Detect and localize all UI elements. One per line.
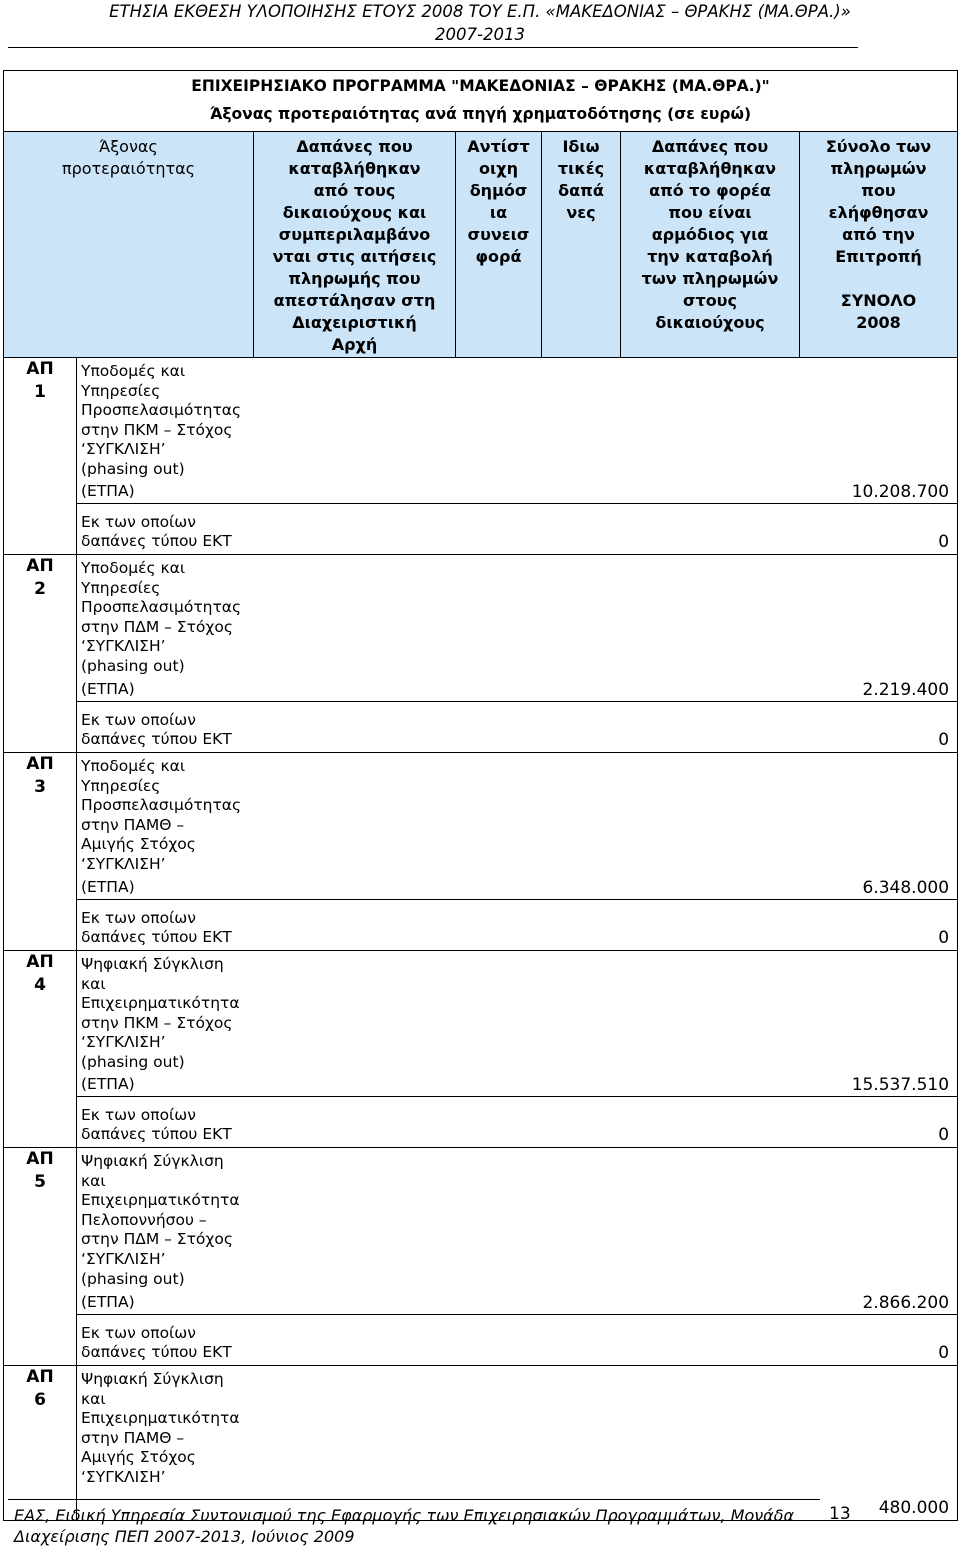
subrow-divider — [76, 1096, 958, 1097]
table-row — [4, 951, 958, 1148]
esf-type-amount: 0 — [938, 730, 950, 750]
subrow-divider — [76, 1314, 958, 1315]
col-header-beneficiary-expenditure: Δαπάνες που καταβλήθηκαν από τους δικαιούχους και συμπεριλαμβάνο νται στις αιτήσεις πληρωμής που απεστάλησαν στη Διαχειριστική Αρχή — [254, 132, 456, 358]
axis-detail-cell — [77, 951, 958, 1148]
axis-code: ΑΠ 6 — [4, 1366, 77, 1521]
total-amount: 480.000 — [878, 1498, 950, 1518]
subrow-divider — [76, 899, 958, 900]
fund-label: (ΕΤΠΑ) — [81, 1293, 135, 1312]
col-header-axis: Άξονας προτεραιότητας — [4, 132, 254, 358]
col-header-paying-body-expenditure: Δαπάνες που καταβλήθηκαν από το φορέα που είναι αρμόδιος για την καταβολή των πληρωμών στους δικαιούχους — [621, 132, 800, 358]
axis-detail-cell — [77, 555, 958, 753]
table-row — [4, 358, 958, 555]
report-header-title: ΕΤΗΣΙΑ ΕΚΘΕΣΗ ΥΛΟΠΟΙΗΣΗΣ ΕΤΟΥΣ 2008 ΤΟΥ Ε.Π. «ΜΑΚΕΔΟΝΙΑΣ – ΘΡΑΚΗΣ (ΜΑ.ΘΡΑ.)» — [109, 2, 851, 21]
table-row — [4, 753, 958, 951]
axis-detail-cell — [77, 1148, 958, 1366]
footer-text: ΕΑΣ, Ειδική Υπηρεσία Συντονισμού της Εφαρμογής των Επιχειρησιακών Προγραμμάτων, Μονάδα Διαχείρισης ΠΕΠ 2007-2013, Ιούνιος 2009 — [14, 1506, 795, 1546]
page-number: 13 — [829, 1504, 851, 1524]
axis-code: ΑΠ 3 — [4, 753, 77, 951]
col-header-public-contribution: Αντίστ οιχη δημόσ ια συνεισ φορά — [456, 132, 542, 358]
col-header-private-expenditure: Ιδιω τικές δαπά νες — [542, 132, 621, 358]
total-amount: 6.348.000 — [862, 878, 950, 898]
total-amount: 10.208.700 — [851, 482, 950, 502]
table-row — [4, 1148, 958, 1366]
axis-label: Ψηφιακή Σύγκλιση και Επιχειρηματικότητα στην ΠΑΜΘ – Αμιγής Στόχος ‘ΣΥΓΚΛΙΣΗ’ — [81, 1370, 240, 1486]
axis-label: Υποδομές και Υπηρεσίες Προσπελασιμότητας στην ΠΚΜ – Στόχος ‘ΣΥΓΚΛΙΣΗ’ (phasing out) — [81, 362, 242, 478]
axis-label: Υποδομές και Υπηρεσίες Προσπελασιμότητας στην ΠΑΜΘ – Αμιγής Στόχος ‘ΣΥΓΚΛΙΣΗ’ — [81, 757, 242, 873]
header-rule — [8, 47, 858, 48]
axis-code: ΑΠ 2 — [4, 555, 77, 753]
axis-label: Υποδομές και Υπηρεσίες Προσπελασιμότητας στην ΠΔΜ – Στόχος ‘ΣΥΓΚΛΙΣΗ’ (phasing out) — [81, 559, 242, 675]
axis-label: Ψηφιακή Σύγκλιση και Επιχειρηματικότητα στην ΠΚΜ – Στόχος ‘ΣΥΓΚΛΙΣΗ’ (phasing out) — [81, 955, 240, 1071]
total-amount: 2.219.400 — [862, 680, 950, 700]
axis-code: ΑΠ 5 — [4, 1148, 77, 1366]
col-header-commission-payments-total: Σύνολο των πληρωμών που ελήφθησαν από την Επιτροπή ΣΥΝΟΛΟ 2008 — [800, 132, 958, 358]
table-subtitle: Άξονας προτεραιότητας ανά πηγή χρηματοδότησης (σε ευρώ) — [4, 101, 958, 132]
esf-type-amount: 0 — [938, 532, 950, 552]
axis-label: Ψηφιακή Σύγκλιση και Επιχειρηματικότητα Πελοποννήσου – στην ΠΔΜ – Στόχος ‘ΣΥΓΚΛΙΣΗ’ (phasing out) — [81, 1152, 240, 1288]
payments-table — [3, 70, 958, 1521]
fund-label: (ΕΤΠΑ) — [81, 680, 135, 699]
total-amount: 2.866.200 — [862, 1293, 950, 1313]
fund-label: (ΕΤΠΑ) — [81, 878, 135, 897]
esf-type-label: Εκ των οποίων δαπάνες τύπου ΕΚΤ — [81, 908, 232, 947]
axis-detail-cell — [77, 753, 958, 951]
footer-rule — [8, 1499, 820, 1500]
esf-type-amount: 0 — [938, 1343, 950, 1363]
report-header-period: 2007-2013 — [435, 25, 525, 44]
axis-code: ΑΠ 4 — [4, 951, 77, 1148]
table-row — [4, 1366, 958, 1521]
esf-type-amount: 0 — [938, 928, 950, 948]
subrow-divider — [76, 701, 958, 702]
fund-label: (ΕΤΠΑ) — [81, 1075, 135, 1094]
table-title: ΕΠΙΧΕΙΡΗΣΙΑΚΟ ΠΡΟΓΡΑΜΜΑ "ΜΑΚΕΔΟΝΙΑΣ – ΘΡΑΚΗΣ (ΜΑ.ΘΡΑ.)" — [4, 71, 958, 102]
total-amount: 15.537.510 — [851, 1075, 950, 1095]
axis-code: ΑΠ 1 — [4, 358, 77, 555]
table-row — [4, 555, 958, 753]
esf-type-label: Εκ των οποίων δαπάνες τύπου ΕΚΤ — [81, 512, 232, 551]
esf-type-label: Εκ των οποίων δαπάνες τύπου ΕΚΤ — [81, 710, 232, 749]
axis-detail-cell — [77, 1366, 958, 1521]
esf-type-label: Εκ των οποίων δαπάνες τύπου ΕΚΤ — [81, 1105, 232, 1144]
esf-type-label: Εκ των οποίων δαπάνες τύπου ΕΚΤ — [81, 1323, 232, 1362]
subrow-divider — [76, 503, 958, 504]
esf-type-amount: 0 — [938, 1125, 950, 1145]
fund-label: (ΕΤΠΑ) — [81, 482, 135, 501]
axis-detail-cell — [77, 358, 958, 555]
column-header-row — [4, 132, 958, 358]
